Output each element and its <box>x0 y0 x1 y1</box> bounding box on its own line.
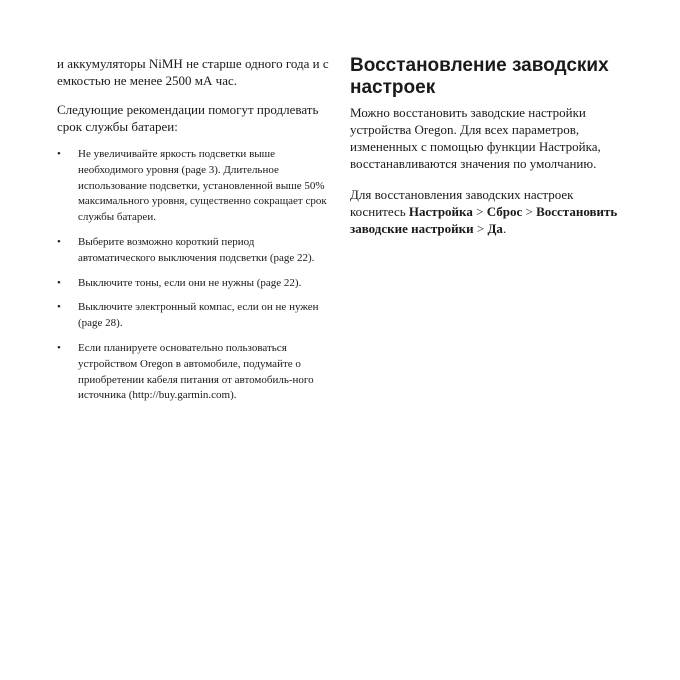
list-item-text: Выключите электронный компас, если он не нужен (page 28). <box>78 301 319 330</box>
bullet-icon: • <box>57 341 61 354</box>
menu-path-restore-defaults: Восстановить заводские настройки <box>350 204 618 236</box>
left-column <box>57 55 330 413</box>
list-item <box>57 235 330 267</box>
list-item-text: Если планируете основательно пользоваться устройством Oregon в автомобиле, подумайте о приобретении кабеля питания от автомобиль-ного источника (http://buy.garmin.com). <box>78 341 314 402</box>
list-item <box>57 147 330 226</box>
list-item-text: Не увеличивайте яркость подсветки выше необходимого уровня (page 3). Длительное использование подсветки, установленной выше 50% максимального уровня, существенно сокращает срок службы батареи. <box>78 148 327 224</box>
instructions-end: . <box>502 221 507 236</box>
list-item <box>57 300 330 332</box>
restore-description: Можно восстановить заводские настройки устройства Oregon. Для всех параметров, измененных с помощью функции Настройка, восстанавливаются значения по умолчанию. <box>350 105 601 171</box>
path-separator: > <box>472 204 487 219</box>
bullet-icon: • <box>57 301 61 314</box>
bullet-icon: • <box>57 235 61 248</box>
list-item-text: Выключите тоны, если они не нужны (page 22). <box>78 276 302 289</box>
restore-instructions <box>350 186 620 237</box>
bullet-icon: • <box>57 276 61 289</box>
path-separator: > <box>522 204 537 219</box>
instructions-prefix: Для восстановления заводских настроек коснитесь <box>350 187 574 219</box>
intro-paragraph: и аккумуляторы NiMH не старше одного года и с емкостью не менее 2500 мА час. <box>57 56 329 88</box>
list-item-text: Выберите возможно короткий период автоматического выключения подсветки (page 22). <box>78 235 315 264</box>
section-heading: Восстановление заводских настроек <box>350 55 609 98</box>
list-item <box>57 341 330 404</box>
menu-path-settings: Настройка <box>408 204 473 219</box>
list-item <box>57 276 330 292</box>
recommendations-intro: Следующие рекомендации помогут продлевать срок службы батареи: <box>57 102 319 134</box>
bullet-icon: • <box>57 148 61 160</box>
menu-path-reset: Сброс <box>486 204 523 219</box>
right-column <box>350 55 620 251</box>
battery-tips-list <box>57 147 330 404</box>
path-separator: > <box>473 221 488 236</box>
menu-path-yes: Да <box>487 221 503 236</box>
